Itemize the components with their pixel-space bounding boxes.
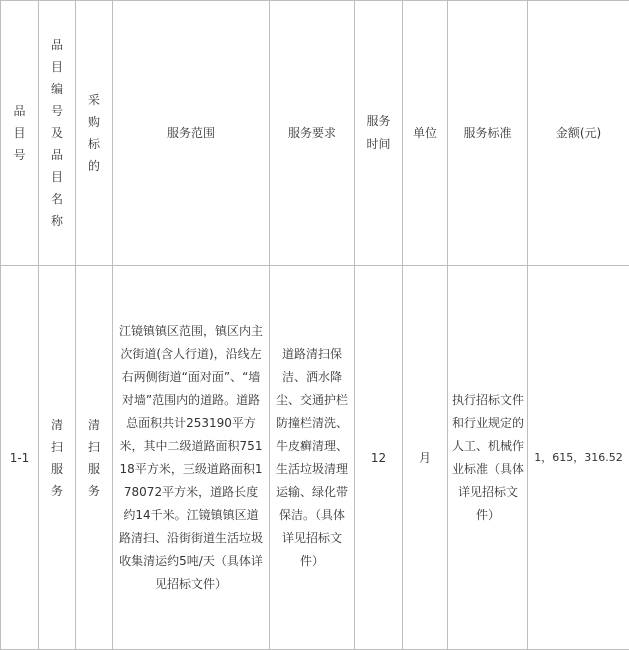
cell-service-standard: 执行招标文件和行业规定的人工、机械作业标准（具体详见招标文件）: [448, 266, 528, 650]
cell-procurement-target: 清扫服务: [76, 266, 113, 650]
header-service-requirements: 服务要求: [270, 1, 355, 266]
cell-item-no: 1-1: [1, 266, 39, 650]
header-amount: 金额(元): [528, 1, 629, 266]
table-header-row: [1, 1, 629, 266]
header-item-code-name: 品目编号及品目名称: [39, 1, 76, 266]
cell-unit: 月: [403, 266, 448, 650]
header-service-time: 服务时间: [355, 1, 403, 266]
header-item-no: 品目号: [1, 1, 39, 266]
header-unit: 单位: [403, 1, 448, 266]
cell-amount: 1，615，316.52: [528, 266, 629, 650]
table-row: [1, 266, 629, 650]
cell-service-time: 12: [355, 266, 403, 650]
cell-service-scope: 江镜镇镇区范围，镇区内主次街道(含人行道)，沿线左右两侧街道“面对面”、“墙对墙”范围内的道路。道路总面积共计253190平方米，其中二级道路面积75118平方米，三级道路面积178072平方米，道路长度约14千米。江镜镇镇区道路清扫、沿街街道生活垃圾收集清运约5吨/天（具体详见招标文件）: [113, 266, 270, 650]
cell-item-code-name: 清扫服务: [39, 266, 76, 650]
header-service-scope: 服务范围: [113, 1, 270, 266]
header-procurement-target: 采购标的: [76, 1, 113, 266]
cell-service-requirements: 道路清扫保洁、洒水降尘、交通护栏防撞栏清洗、牛皮癣清理、生活垃圾清理运输、绿化带保洁。（具体详见招标文件）: [270, 266, 355, 650]
header-service-standard: 服务标准: [448, 1, 528, 266]
